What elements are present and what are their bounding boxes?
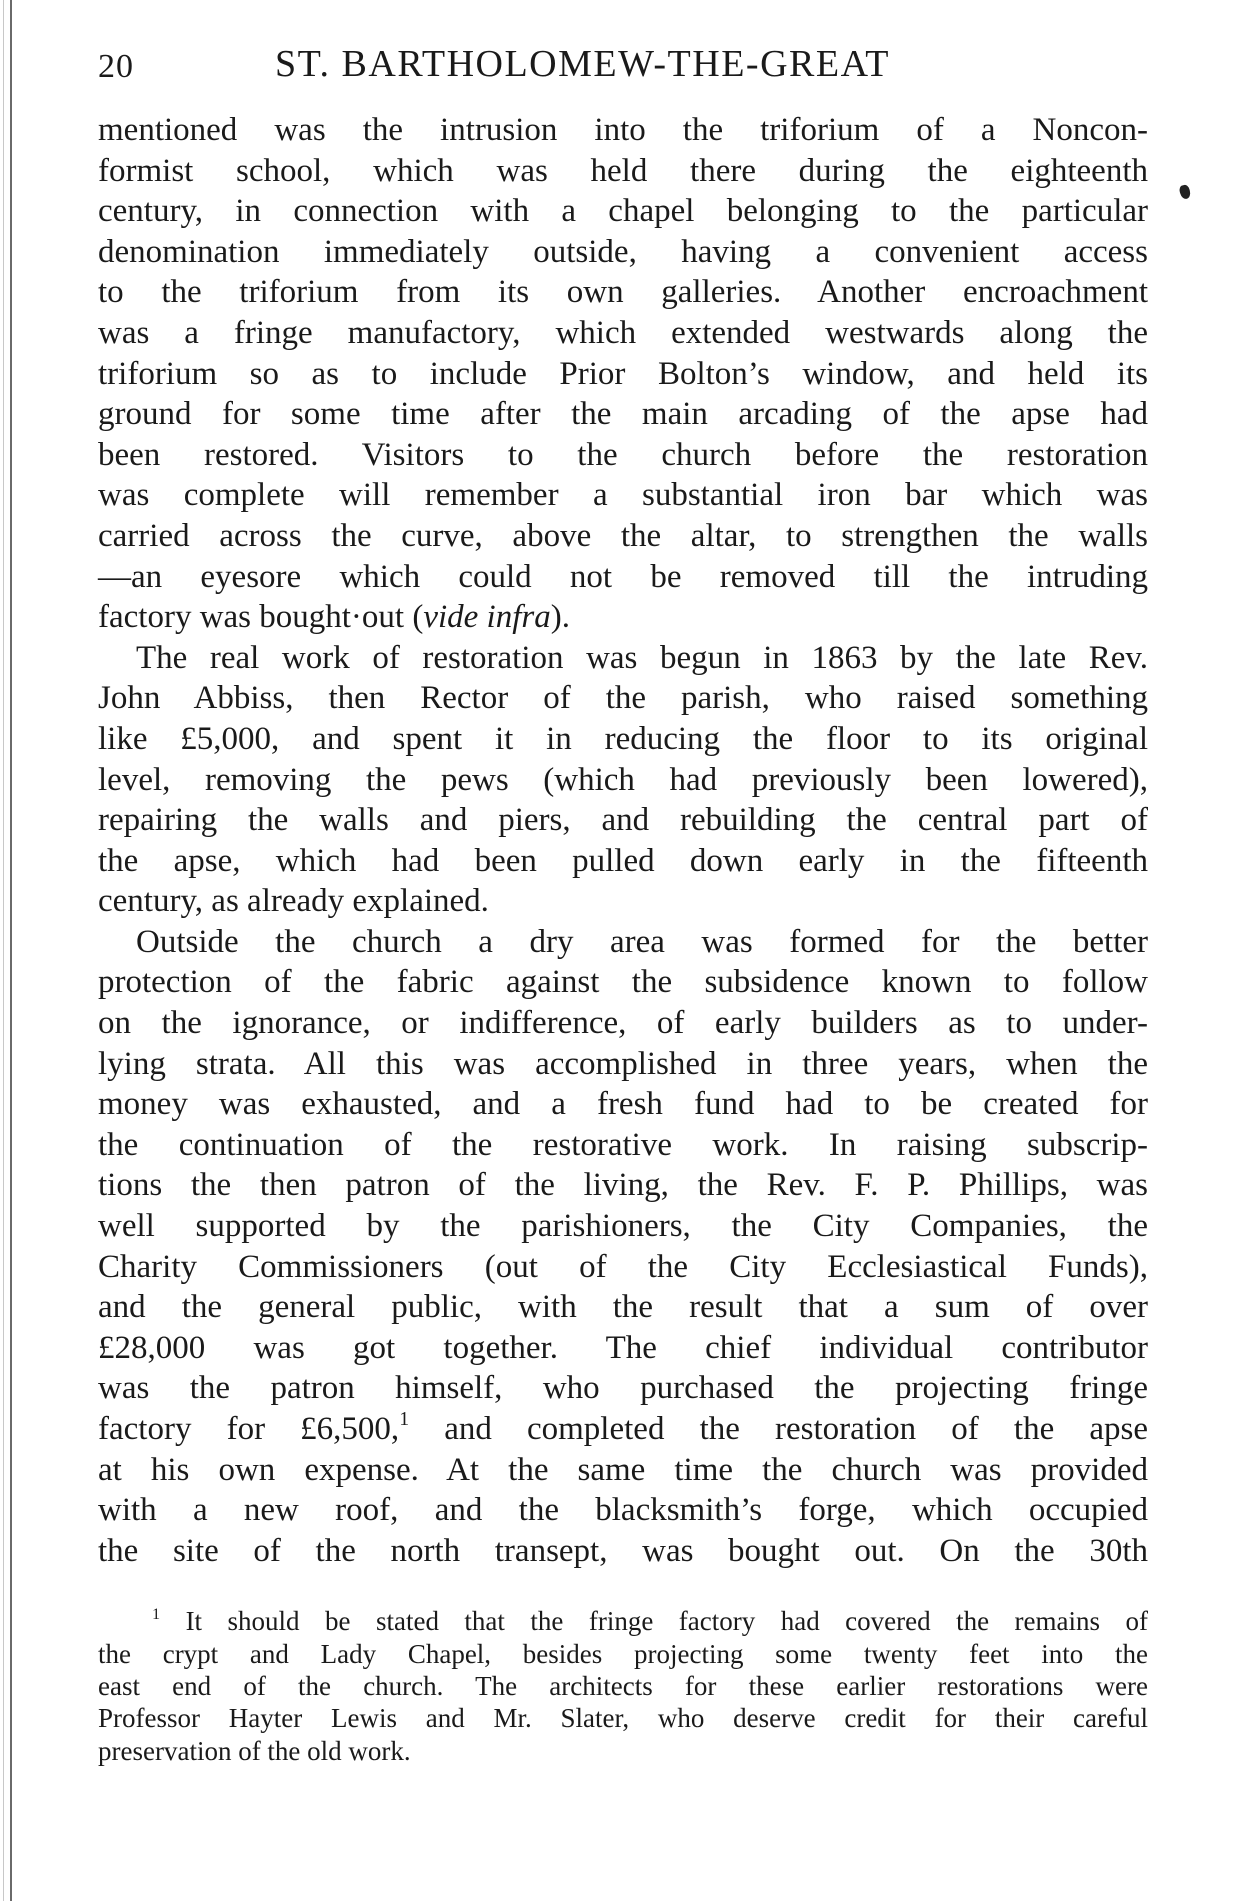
text-line: denomination immediately outside, having a convenient access xyxy=(98,233,1148,270)
page-edge-shadow xyxy=(3,0,4,1901)
text-line: —an eyesore which could not be removed till the intruding xyxy=(98,558,1148,595)
text-line: the site of the north transept, was bought out. On the 30th xyxy=(98,1532,1148,1569)
text-line: been restored. Visitors to the church before the restoration xyxy=(98,436,1148,473)
text-line: Outside the church a dry area was formed for the better xyxy=(136,923,1148,960)
main-text xyxy=(98,110,1148,1571)
text-line: like £5,000, and spent it in reducing the floor to its original xyxy=(98,720,1148,757)
text-line: at his own expense. At the same time the church was provided xyxy=(98,1451,1148,1488)
text-line: money was exhausted, and a fresh fund had to be created for xyxy=(98,1086,1148,1123)
text-line: the continuation of the restorative work. In raising subscrip- xyxy=(98,1126,1148,1163)
running-title: ST. BARTHOLOMEW-THE-GREAT xyxy=(275,43,891,85)
text-line: century, as already explained. xyxy=(98,883,489,920)
text-line xyxy=(98,1409,1148,1450)
paragraph-2 xyxy=(98,638,1148,922)
text-line: protection of the fabric against the subsidence known to follow xyxy=(98,964,1148,1001)
footnote-marker: 1 xyxy=(152,1604,161,1623)
italic-phrase: vide infra xyxy=(423,599,551,636)
text-line: on the ignorance, or indifference, of early builders as to under- xyxy=(98,1005,1148,1042)
text-line: was the patron himself, who purchased the projecting fringe xyxy=(98,1370,1148,1407)
text-line: carried across the curve, above the altar, to strengthen the walls xyxy=(98,517,1148,554)
text-line: well supported by the parishioners, the City Companies, the xyxy=(98,1208,1148,1245)
footnote xyxy=(98,1605,1148,1766)
footnote-reference: 1 xyxy=(399,1408,410,1431)
text-line: triforium so as to include Prior Bolton’s window, and held its xyxy=(98,355,1148,392)
paragraph-1 xyxy=(98,110,1148,638)
text-line xyxy=(98,597,1148,638)
text-line: the apse, which had been pulled down early in the fifteenth xyxy=(98,842,1148,879)
text-line: formist school, which was held there during the eighteenth xyxy=(98,152,1148,189)
text-segment: and completed the restoration of the apse xyxy=(409,1411,1148,1447)
page-number: 20 xyxy=(98,48,134,85)
text-line: John Abbiss, then Rector of the parish, who raised something xyxy=(98,680,1148,717)
footnote-line: the crypt and Lady Chapel, besides projecting some twenty feet into the xyxy=(98,1638,1148,1669)
text-line: lying strata. All this was accomplished in three years, when the xyxy=(98,1045,1148,1082)
footnote-line: east end of the church. The architects for these earlier restorations were xyxy=(98,1670,1148,1701)
paragraph-3 xyxy=(98,922,1148,1572)
footnote-line xyxy=(98,1605,1148,1637)
footnote-line: preservation of the old work. xyxy=(98,1735,411,1766)
margin-ink-mark xyxy=(1178,184,1191,200)
text-segment: It should be stated that the fringe factory had covered the remains of xyxy=(160,1606,1148,1637)
text-segment: factory was bought·out ( xyxy=(98,599,424,636)
text-line: level, removing the pews (which had previously been lowered), xyxy=(98,761,1148,798)
book-page xyxy=(98,42,1148,1767)
text-line: was complete will remember a substantial iron bar which was xyxy=(98,477,1148,514)
text-line: with a new roof, and the blacksmith’s forge, which occupied xyxy=(98,1492,1148,1529)
text-line: £28,000 was got together. The chief individual contributor xyxy=(98,1329,1148,1366)
text-line: The real work of restoration was begun in 1863 by the late Rev. xyxy=(136,639,1148,676)
text-line: and the general public, with the result that a sum of over xyxy=(98,1289,1148,1326)
text-line: century, in connection with a chapel belonging to the particular xyxy=(98,193,1148,230)
text-segment: factory for £6,500, xyxy=(98,1411,400,1447)
text-line: ground for some time after the main arcading of the apse had xyxy=(98,396,1148,433)
footnote-line: Professor Hayter Lewis and Mr. Slater, who deserve credit for their careful xyxy=(98,1703,1148,1734)
binding-edge xyxy=(10,0,12,1901)
text-line: tions the then patron of the living, the Rev. F. P. Phillips, was xyxy=(98,1167,1148,1204)
text-line: was a fringe manufactory, which extended westwards along the xyxy=(98,314,1148,351)
text-line: to the triforium from its own galleries. Another encroachment xyxy=(98,274,1148,311)
text-line: repairing the walls and piers, and rebuilding the central part of xyxy=(98,802,1148,839)
text-line: Charity Commissioners (out of the City Ecclesiastical Funds), xyxy=(98,1248,1148,1285)
text-line: mentioned was the intrusion into the triforium of a Noncon- xyxy=(98,112,1148,148)
text-segment: ). xyxy=(550,599,570,636)
running-header xyxy=(98,42,1148,92)
